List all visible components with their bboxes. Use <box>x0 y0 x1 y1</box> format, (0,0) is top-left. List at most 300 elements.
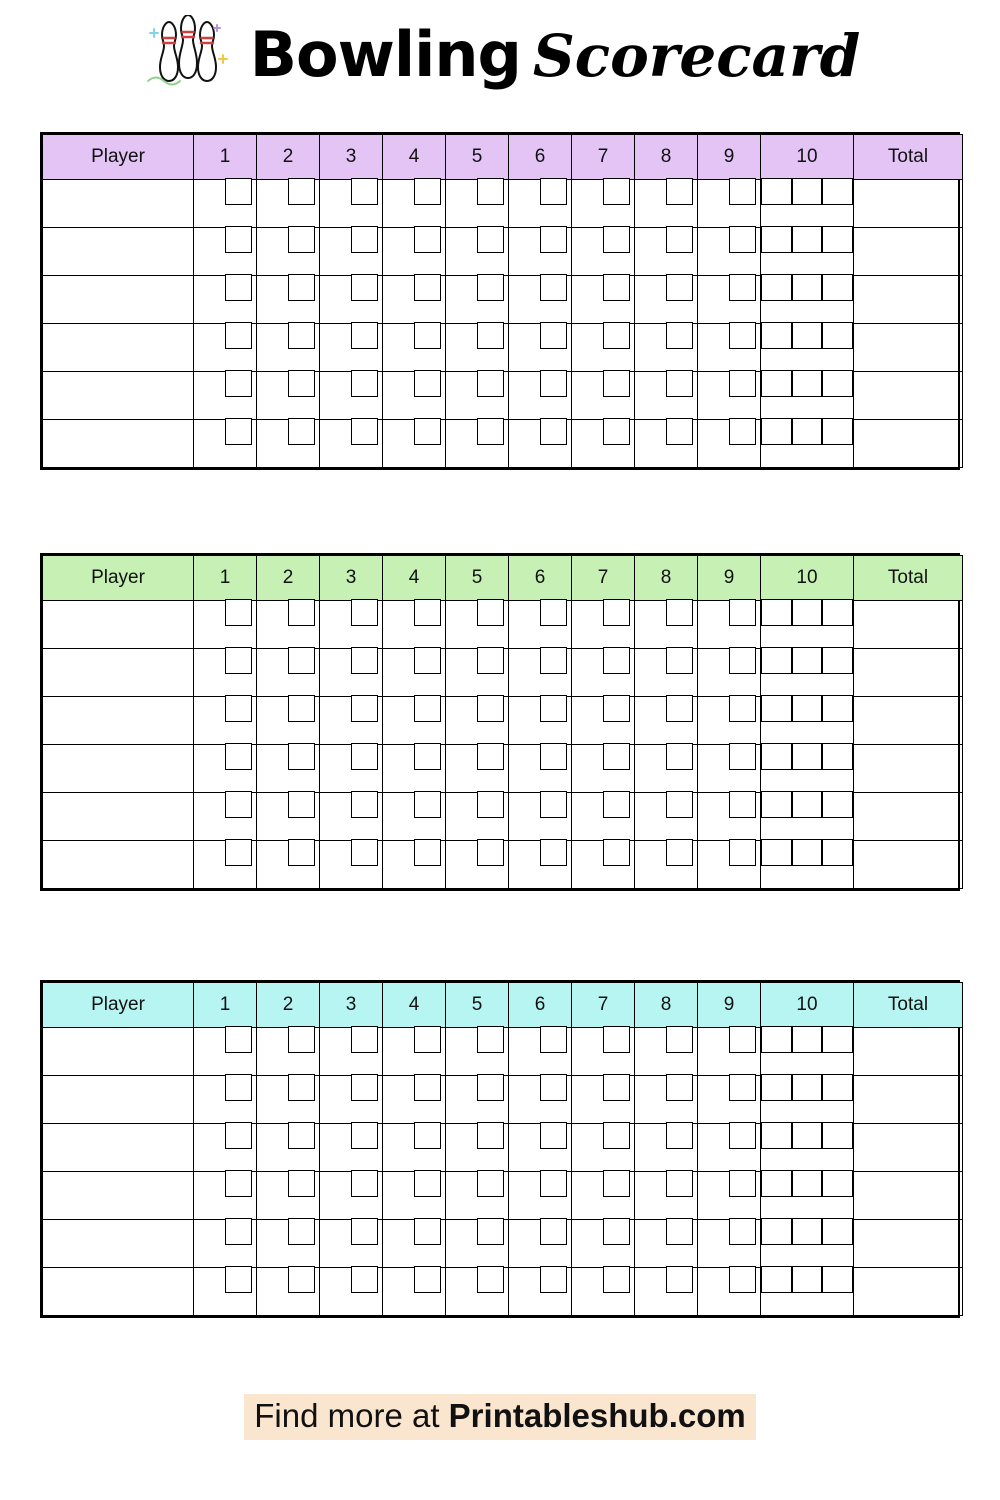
total-cell[interactable] <box>854 601 963 649</box>
roll-box[interactable] <box>761 1026 792 1053</box>
frame-cell-6[interactable] <box>509 420 572 468</box>
frame-cell-2[interactable] <box>257 745 320 793</box>
roll-box[interactable] <box>288 791 315 818</box>
frame-cell-9[interactable] <box>698 793 761 841</box>
roll-box[interactable] <box>225 1026 252 1053</box>
player-name-cell[interactable] <box>43 1124 194 1172</box>
frame-cell-5[interactable] <box>446 745 509 793</box>
roll-box[interactable] <box>729 743 756 770</box>
frame-cell-4[interactable] <box>383 228 446 276</box>
frame-cell-3[interactable] <box>320 1124 383 1172</box>
frame-cell-9[interactable] <box>698 1220 761 1268</box>
roll-box[interactable] <box>822 370 853 397</box>
frame-cell-5[interactable] <box>446 324 509 372</box>
frame-cell-3[interactable] <box>320 697 383 745</box>
roll-box[interactable] <box>225 1074 252 1101</box>
frame-cell-7[interactable] <box>572 745 635 793</box>
frame-cell-9[interactable] <box>698 841 761 889</box>
roll-box[interactable] <box>225 226 252 253</box>
roll-box[interactable] <box>225 647 252 674</box>
roll-box[interactable] <box>477 743 504 770</box>
frame-cell-7[interactable] <box>572 1076 635 1124</box>
roll-box[interactable] <box>414 599 441 626</box>
total-cell[interactable] <box>854 1076 963 1124</box>
frame-cell-8[interactable] <box>635 1028 698 1076</box>
roll-box[interactable] <box>792 1122 823 1149</box>
frame-cell-7[interactable] <box>572 180 635 228</box>
roll-box[interactable] <box>225 1218 252 1245</box>
roll-box[interactable] <box>225 599 252 626</box>
frame-cell-6[interactable] <box>509 793 572 841</box>
roll-box[interactable] <box>477 274 504 301</box>
roll-box[interactable] <box>225 322 252 349</box>
roll-box[interactable] <box>540 1074 567 1101</box>
roll-box[interactable] <box>822 178 853 205</box>
roll-box[interactable] <box>351 1218 378 1245</box>
frame-cell-4[interactable] <box>383 420 446 468</box>
frame-cell-10[interactable] <box>761 180 854 228</box>
player-name-cell[interactable] <box>43 324 194 372</box>
roll-box[interactable] <box>288 226 315 253</box>
roll-box[interactable] <box>666 1074 693 1101</box>
frame-cell-8[interactable] <box>635 649 698 697</box>
roll-box[interactable] <box>477 599 504 626</box>
roll-box[interactable] <box>288 599 315 626</box>
frame-cell-10[interactable] <box>761 420 854 468</box>
roll-box[interactable] <box>603 599 630 626</box>
roll-box[interactable] <box>477 1266 504 1293</box>
frame-cell-9[interactable] <box>698 324 761 372</box>
roll-box[interactable] <box>540 599 567 626</box>
total-cell[interactable] <box>854 1124 963 1172</box>
roll-box[interactable] <box>761 647 792 674</box>
roll-box[interactable] <box>822 1122 853 1149</box>
roll-box[interactable] <box>666 1122 693 1149</box>
roll-box[interactable] <box>792 418 823 445</box>
roll-box[interactable] <box>822 1170 853 1197</box>
roll-box[interactable] <box>729 370 756 397</box>
roll-box[interactable] <box>351 1026 378 1053</box>
frame-cell-5[interactable] <box>446 276 509 324</box>
frame-cell-5[interactable] <box>446 420 509 468</box>
frame-cell-5[interactable] <box>446 601 509 649</box>
roll-box[interactable] <box>414 1266 441 1293</box>
frame-cell-3[interactable] <box>320 601 383 649</box>
roll-box[interactable] <box>225 418 252 445</box>
frame-cell-7[interactable] <box>572 793 635 841</box>
frame-cell-7[interactable] <box>572 601 635 649</box>
frame-cell-3[interactable] <box>320 324 383 372</box>
player-name-cell[interactable] <box>43 1076 194 1124</box>
frame-cell-4[interactable] <box>383 1076 446 1124</box>
frame-cell-2[interactable] <box>257 793 320 841</box>
frame-cell-8[interactable] <box>635 601 698 649</box>
frame-cell-5[interactable] <box>446 841 509 889</box>
roll-box[interactable] <box>792 322 823 349</box>
roll-box[interactable] <box>225 1122 252 1149</box>
frame-cell-7[interactable] <box>572 1124 635 1172</box>
roll-box[interactable] <box>540 695 567 722</box>
roll-box[interactable] <box>477 1218 504 1245</box>
roll-box[interactable] <box>822 839 853 866</box>
frame-cell-9[interactable] <box>698 1124 761 1172</box>
roll-box[interactable] <box>351 418 378 445</box>
roll-box[interactable] <box>792 839 823 866</box>
roll-box[interactable] <box>351 274 378 301</box>
roll-box[interactable] <box>603 1122 630 1149</box>
frame-cell-4[interactable] <box>383 324 446 372</box>
roll-box[interactable] <box>603 743 630 770</box>
total-cell[interactable] <box>854 1268 963 1316</box>
frame-cell-3[interactable] <box>320 420 383 468</box>
frame-cell-5[interactable] <box>446 228 509 276</box>
roll-box[interactable] <box>761 1122 792 1149</box>
frame-cell-7[interactable] <box>572 276 635 324</box>
roll-box[interactable] <box>351 226 378 253</box>
roll-box[interactable] <box>729 1026 756 1053</box>
roll-box[interactable] <box>540 226 567 253</box>
roll-box[interactable] <box>540 839 567 866</box>
frame-cell-8[interactable] <box>635 1220 698 1268</box>
roll-box[interactable] <box>288 1074 315 1101</box>
total-cell[interactable] <box>854 745 963 793</box>
player-name-cell[interactable] <box>43 420 194 468</box>
frame-cell-4[interactable] <box>383 1124 446 1172</box>
roll-box[interactable] <box>822 322 853 349</box>
frame-cell-7[interactable] <box>572 649 635 697</box>
frame-cell-8[interactable] <box>635 1172 698 1220</box>
roll-box[interactable] <box>822 599 853 626</box>
roll-box[interactable] <box>414 418 441 445</box>
roll-box[interactable] <box>540 1170 567 1197</box>
roll-box[interactable] <box>761 178 792 205</box>
player-name-cell[interactable] <box>43 601 194 649</box>
roll-box[interactable] <box>225 1266 252 1293</box>
roll-box[interactable] <box>540 370 567 397</box>
frame-cell-2[interactable] <box>257 1076 320 1124</box>
roll-box[interactable] <box>761 274 792 301</box>
frame-cell-1[interactable] <box>194 228 257 276</box>
roll-box[interactable] <box>540 178 567 205</box>
frame-cell-10[interactable] <box>761 649 854 697</box>
roll-box[interactable] <box>225 178 252 205</box>
frame-cell-5[interactable] <box>446 1220 509 1268</box>
frame-cell-1[interactable] <box>194 1028 257 1076</box>
roll-box[interactable] <box>603 839 630 866</box>
roll-box[interactable] <box>414 370 441 397</box>
frame-cell-3[interactable] <box>320 1076 383 1124</box>
frame-cell-5[interactable] <box>446 372 509 420</box>
frame-cell-3[interactable] <box>320 1028 383 1076</box>
roll-box[interactable] <box>225 370 252 397</box>
frame-cell-7[interactable] <box>572 228 635 276</box>
roll-box[interactable] <box>540 1218 567 1245</box>
roll-box[interactable] <box>761 695 792 722</box>
roll-box[interactable] <box>822 1218 853 1245</box>
roll-box[interactable] <box>540 1026 567 1053</box>
frame-cell-3[interactable] <box>320 745 383 793</box>
roll-box[interactable] <box>225 695 252 722</box>
roll-box[interactable] <box>414 274 441 301</box>
roll-box[interactable] <box>666 226 693 253</box>
frame-cell-7[interactable] <box>572 1268 635 1316</box>
frame-cell-6[interactable] <box>509 324 572 372</box>
frame-cell-9[interactable] <box>698 697 761 745</box>
frame-cell-6[interactable] <box>509 1220 572 1268</box>
roll-box[interactable] <box>351 839 378 866</box>
roll-box[interactable] <box>351 647 378 674</box>
roll-box[interactable] <box>761 1074 792 1101</box>
frame-cell-10[interactable] <box>761 1268 854 1316</box>
frame-cell-1[interactable] <box>194 1172 257 1220</box>
frame-cell-9[interactable] <box>698 1268 761 1316</box>
roll-box[interactable] <box>761 370 792 397</box>
frame-cell-7[interactable] <box>572 1220 635 1268</box>
roll-box[interactable] <box>603 1170 630 1197</box>
total-cell[interactable] <box>854 793 963 841</box>
frame-cell-10[interactable] <box>761 1124 854 1172</box>
roll-box[interactable] <box>477 695 504 722</box>
roll-box[interactable] <box>666 1266 693 1293</box>
roll-box[interactable] <box>822 1026 853 1053</box>
frame-cell-9[interactable] <box>698 180 761 228</box>
roll-box[interactable] <box>666 178 693 205</box>
roll-box[interactable] <box>729 322 756 349</box>
frame-cell-8[interactable] <box>635 324 698 372</box>
player-name-cell[interactable] <box>43 372 194 420</box>
frame-cell-9[interactable] <box>698 1172 761 1220</box>
roll-box[interactable] <box>666 322 693 349</box>
roll-box[interactable] <box>351 695 378 722</box>
roll-box[interactable] <box>414 1026 441 1053</box>
roll-box[interactable] <box>822 1074 853 1101</box>
total-cell[interactable] <box>854 228 963 276</box>
roll-box[interactable] <box>729 178 756 205</box>
frame-cell-6[interactable] <box>509 1124 572 1172</box>
roll-box[interactable] <box>540 1266 567 1293</box>
frame-cell-3[interactable] <box>320 841 383 889</box>
frame-cell-4[interactable] <box>383 1268 446 1316</box>
frame-cell-8[interactable] <box>635 420 698 468</box>
roll-box[interactable] <box>414 178 441 205</box>
roll-box[interactable] <box>761 418 792 445</box>
roll-box[interactable] <box>603 1266 630 1293</box>
roll-box[interactable] <box>603 418 630 445</box>
frame-cell-10[interactable] <box>761 1172 854 1220</box>
frame-cell-9[interactable] <box>698 601 761 649</box>
roll-box[interactable] <box>729 695 756 722</box>
roll-box[interactable] <box>288 695 315 722</box>
roll-box[interactable] <box>792 743 823 770</box>
roll-box[interactable] <box>414 743 441 770</box>
roll-box[interactable] <box>729 418 756 445</box>
roll-box[interactable] <box>666 1170 693 1197</box>
frame-cell-2[interactable] <box>257 324 320 372</box>
roll-box[interactable] <box>792 370 823 397</box>
roll-box[interactable] <box>351 370 378 397</box>
roll-box[interactable] <box>666 647 693 674</box>
frame-cell-9[interactable] <box>698 420 761 468</box>
frame-cell-7[interactable] <box>572 697 635 745</box>
roll-box[interactable] <box>351 1122 378 1149</box>
frame-cell-3[interactable] <box>320 228 383 276</box>
total-cell[interactable] <box>854 180 963 228</box>
roll-box[interactable] <box>540 1122 567 1149</box>
roll-box[interactable] <box>761 1266 792 1293</box>
roll-box[interactable] <box>792 226 823 253</box>
frame-cell-7[interactable] <box>572 372 635 420</box>
roll-box[interactable] <box>603 226 630 253</box>
frame-cell-1[interactable] <box>194 180 257 228</box>
roll-box[interactable] <box>792 647 823 674</box>
roll-box[interactable] <box>603 1026 630 1053</box>
player-name-cell[interactable] <box>43 1268 194 1316</box>
roll-box[interactable] <box>666 418 693 445</box>
roll-box[interactable] <box>351 1266 378 1293</box>
roll-box[interactable] <box>288 743 315 770</box>
roll-box[interactable] <box>729 839 756 866</box>
frame-cell-2[interactable] <box>257 276 320 324</box>
roll-box[interactable] <box>225 743 252 770</box>
frame-cell-7[interactable] <box>572 420 635 468</box>
frame-cell-5[interactable] <box>446 793 509 841</box>
frame-cell-4[interactable] <box>383 793 446 841</box>
frame-cell-2[interactable] <box>257 1268 320 1316</box>
frame-cell-4[interactable] <box>383 372 446 420</box>
frame-cell-4[interactable] <box>383 180 446 228</box>
roll-box[interactable] <box>792 1170 823 1197</box>
frame-cell-4[interactable] <box>383 745 446 793</box>
roll-box[interactable] <box>288 1266 315 1293</box>
frame-cell-9[interactable] <box>698 372 761 420</box>
frame-cell-8[interactable] <box>635 1076 698 1124</box>
frame-cell-10[interactable] <box>761 324 854 372</box>
frame-cell-10[interactable] <box>761 1028 854 1076</box>
roll-box[interactable] <box>792 274 823 301</box>
frame-cell-8[interactable] <box>635 793 698 841</box>
roll-box[interactable] <box>666 370 693 397</box>
frame-cell-2[interactable] <box>257 1172 320 1220</box>
frame-cell-1[interactable] <box>194 372 257 420</box>
frame-cell-5[interactable] <box>446 1028 509 1076</box>
roll-box[interactable] <box>351 322 378 349</box>
roll-box[interactable] <box>225 791 252 818</box>
roll-box[interactable] <box>225 274 252 301</box>
roll-box[interactable] <box>729 1218 756 1245</box>
total-cell[interactable] <box>854 841 963 889</box>
frame-cell-1[interactable] <box>194 601 257 649</box>
frame-cell-8[interactable] <box>635 697 698 745</box>
frame-cell-7[interactable] <box>572 324 635 372</box>
frame-cell-2[interactable] <box>257 420 320 468</box>
frame-cell-3[interactable] <box>320 793 383 841</box>
frame-cell-1[interactable] <box>194 745 257 793</box>
frame-cell-9[interactable] <box>698 1076 761 1124</box>
roll-box[interactable] <box>540 743 567 770</box>
player-name-cell[interactable] <box>43 228 194 276</box>
frame-cell-4[interactable] <box>383 1028 446 1076</box>
roll-box[interactable] <box>666 695 693 722</box>
frame-cell-10[interactable] <box>761 793 854 841</box>
roll-box[interactable] <box>822 274 853 301</box>
roll-box[interactable] <box>414 1122 441 1149</box>
frame-cell-1[interactable] <box>194 1076 257 1124</box>
roll-box[interactable] <box>477 226 504 253</box>
roll-box[interactable] <box>351 599 378 626</box>
frame-cell-6[interactable] <box>509 1076 572 1124</box>
roll-box[interactable] <box>477 1074 504 1101</box>
roll-box[interactable] <box>729 647 756 674</box>
roll-box[interactable] <box>414 695 441 722</box>
frame-cell-5[interactable] <box>446 697 509 745</box>
frame-cell-8[interactable] <box>635 1268 698 1316</box>
roll-box[interactable] <box>351 178 378 205</box>
roll-box[interactable] <box>822 791 853 818</box>
player-name-cell[interactable] <box>43 1172 194 1220</box>
frame-cell-1[interactable] <box>194 1268 257 1316</box>
roll-box[interactable] <box>666 743 693 770</box>
frame-cell-4[interactable] <box>383 601 446 649</box>
frame-cell-10[interactable] <box>761 745 854 793</box>
frame-cell-10[interactable] <box>761 1076 854 1124</box>
frame-cell-6[interactable] <box>509 1028 572 1076</box>
frame-cell-3[interactable] <box>320 1220 383 1268</box>
roll-box[interactable] <box>792 1026 823 1053</box>
frame-cell-6[interactable] <box>509 372 572 420</box>
player-name-cell[interactable] <box>43 1220 194 1268</box>
total-cell[interactable] <box>854 1220 963 1268</box>
frame-cell-1[interactable] <box>194 697 257 745</box>
roll-box[interactable] <box>761 1170 792 1197</box>
roll-box[interactable] <box>761 322 792 349</box>
roll-box[interactable] <box>822 647 853 674</box>
frame-cell-5[interactable] <box>446 180 509 228</box>
frame-cell-9[interactable] <box>698 276 761 324</box>
roll-box[interactable] <box>666 791 693 818</box>
player-name-cell[interactable] <box>43 793 194 841</box>
roll-box[interactable] <box>761 791 792 818</box>
frame-cell-6[interactable] <box>509 649 572 697</box>
roll-box[interactable] <box>414 1170 441 1197</box>
player-name-cell[interactable] <box>43 745 194 793</box>
player-name-cell[interactable] <box>43 649 194 697</box>
roll-box[interactable] <box>288 839 315 866</box>
frame-cell-6[interactable] <box>509 1172 572 1220</box>
roll-box[interactable] <box>792 1266 823 1293</box>
frame-cell-5[interactable] <box>446 1124 509 1172</box>
roll-box[interactable] <box>603 791 630 818</box>
frame-cell-2[interactable] <box>257 841 320 889</box>
roll-box[interactable] <box>822 1266 853 1293</box>
roll-box[interactable] <box>729 226 756 253</box>
roll-box[interactable] <box>288 178 315 205</box>
roll-box[interactable] <box>603 695 630 722</box>
frame-cell-2[interactable] <box>257 180 320 228</box>
roll-box[interactable] <box>792 1218 823 1245</box>
roll-box[interactable] <box>414 322 441 349</box>
total-cell[interactable] <box>854 420 963 468</box>
roll-box[interactable] <box>603 1074 630 1101</box>
frame-cell-9[interactable] <box>698 1028 761 1076</box>
roll-box[interactable] <box>477 647 504 674</box>
roll-box[interactable] <box>477 1026 504 1053</box>
frame-cell-8[interactable] <box>635 276 698 324</box>
frame-cell-8[interactable] <box>635 228 698 276</box>
player-name-cell[interactable] <box>43 180 194 228</box>
roll-box[interactable] <box>288 370 315 397</box>
roll-box[interactable] <box>288 1122 315 1149</box>
frame-cell-4[interactable] <box>383 1172 446 1220</box>
